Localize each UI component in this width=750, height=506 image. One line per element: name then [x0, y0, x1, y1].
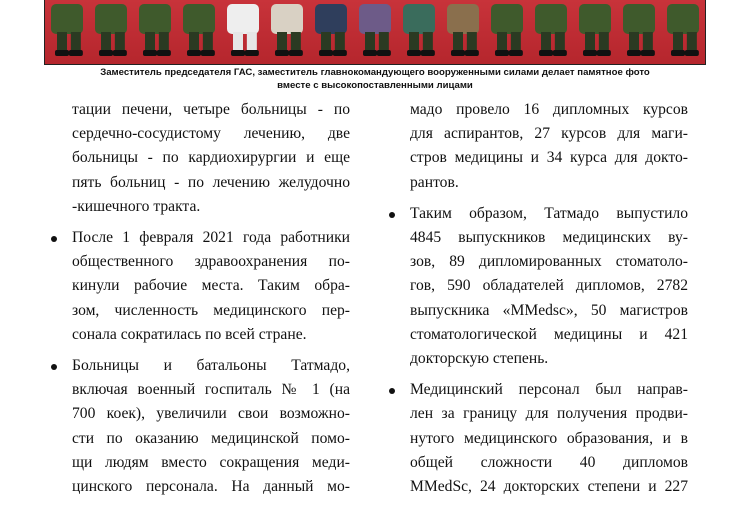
figure-leg: [321, 32, 331, 50]
figure-leg: [379, 32, 389, 50]
text-line: сердечно-сосудистому лечению, две: [72, 125, 350, 143]
caption-line-2: вместе с высокопоставленными лицами: [277, 79, 473, 91]
photo-caption: [30, 67, 720, 92]
text-line: MMedSc, 24 докторских степени и 227: [410, 478, 688, 496]
figure-shoe: [231, 50, 245, 56]
seated-figure: [139, 4, 171, 34]
text-line: сти по оказанию медицинской помо-: [72, 429, 350, 447]
text-line: больницы - по кардиохирургии и еще: [72, 149, 350, 167]
figure-leg: [541, 32, 551, 50]
figure-shoe: [69, 50, 83, 56]
text-line: 4845 выпускников медицинских ву-: [410, 229, 688, 247]
figure-leg: [57, 32, 67, 50]
figure-leg: [233, 32, 243, 50]
figure-shoe: [245, 50, 259, 56]
bullet-paragraph: [50, 354, 350, 499]
figure-shoe: [99, 50, 113, 56]
figure-leg: [409, 32, 419, 50]
text-line: гов, 590 обладателей дипломов, 2782: [410, 277, 688, 295]
text-line: Медицинский персонал был направ-: [410, 381, 688, 399]
figure-leg: [291, 32, 301, 50]
seated-figure: [535, 4, 567, 34]
seated-figure: [315, 4, 347, 34]
figure-leg: [687, 32, 697, 50]
figure-shoe: [319, 50, 333, 56]
caption-line-1: Заместитель председателя ГАС, заместитель главнокомандующего вооруженными силами делает памятное фото: [100, 67, 650, 78]
seated-figure: [359, 4, 391, 34]
seated-figure: [623, 4, 655, 34]
figure-shoe: [187, 50, 201, 56]
figure-leg: [673, 32, 683, 50]
figure-shoe: [495, 50, 509, 56]
text-line: цинского персонала. На данный мо-: [72, 478, 350, 496]
figure-leg: [511, 32, 521, 50]
bullet-dot-icon: [51, 364, 57, 370]
figure-leg: [497, 32, 507, 50]
paragraph-continuation: [72, 98, 350, 219]
seated-figure: [51, 4, 83, 34]
text-line: тации печени, четыре больницы - по: [72, 101, 350, 118]
bullet-dot-icon: [51, 236, 57, 242]
figure-leg: [585, 32, 595, 50]
left-column: [50, 98, 350, 506]
figure-shoe: [421, 50, 435, 56]
text-line: стров медицины и 34 курса для докто-: [410, 149, 688, 167]
seated-figure: [579, 4, 611, 34]
seated-figure: [227, 4, 259, 34]
text-line: стоматологической медицины и 421: [410, 325, 688, 343]
figure-shoe: [597, 50, 611, 56]
text-line: рантов.: [410, 173, 459, 191]
text-line: пять больниц - по лечению желудочно: [72, 173, 350, 191]
seated-figure: [491, 4, 523, 34]
figure-leg: [599, 32, 609, 50]
paragraph-continuation: [410, 98, 688, 195]
figure-shoe: [143, 50, 157, 56]
figure-leg: [203, 32, 213, 50]
figure-shoe: [333, 50, 347, 56]
figure-shoe: [275, 50, 289, 56]
figure-shoe: [671, 50, 685, 56]
figure-leg: [335, 32, 345, 50]
figure-shoe: [55, 50, 69, 56]
figure-leg: [643, 32, 653, 50]
figure-shoe: [113, 50, 127, 56]
figure-shoe: [627, 50, 641, 56]
text-line: Больницы и батальоны Татмадо,: [72, 357, 350, 375]
text-line: сонала сократилась по всей стране.: [72, 325, 307, 343]
figure-leg: [467, 32, 477, 50]
figure-shoe: [685, 50, 699, 56]
text-line: мадо провело 16 дипломных курсов: [410, 101, 688, 118]
text-line: зом, численность медицинского пер-: [72, 301, 350, 319]
figure-shoe: [539, 50, 553, 56]
group-photo: [44, 0, 706, 65]
text-line: нутого медицинского образования, и в: [410, 429, 688, 447]
figure-leg: [365, 32, 375, 50]
text-line: -кишечного тракта.: [72, 197, 201, 215]
figure-shoe: [377, 50, 391, 56]
figure-leg: [453, 32, 463, 50]
seated-figure: [403, 4, 435, 34]
group-photo-figures: [45, 0, 705, 64]
text-line: для аспирантов, 27 курсов для маги-: [410, 125, 688, 143]
text-line: 700 коек), увеличили свои возможно-: [72, 405, 350, 423]
bullet-dot-icon: [389, 388, 395, 394]
figure-leg: [101, 32, 111, 50]
bullet-paragraph: [50, 226, 350, 347]
figure-shoe: [553, 50, 567, 56]
figure-shoe: [363, 50, 377, 56]
figure-leg: [71, 32, 81, 50]
figure-shoe: [157, 50, 171, 56]
bullet-paragraph: [388, 202, 688, 371]
seated-figure: [271, 4, 303, 34]
figure-leg: [423, 32, 433, 50]
text-line: щи людям вместо сокращения меди-: [72, 453, 350, 471]
text-line: включая военный госпиталь № 1 (на: [72, 381, 350, 399]
figure-shoe: [465, 50, 479, 56]
figure-shoe: [407, 50, 421, 56]
figure-leg: [277, 32, 287, 50]
figure-leg: [189, 32, 199, 50]
seated-figure: [447, 4, 479, 34]
seated-figure: [667, 4, 699, 34]
figure-leg: [555, 32, 565, 50]
text-line: лен за границу для получения продви-: [410, 405, 688, 423]
figure-shoe: [451, 50, 465, 56]
seated-figure: [183, 4, 215, 34]
seated-figure: [95, 4, 127, 34]
figure-leg: [159, 32, 169, 50]
bullet-dot-icon: [389, 212, 395, 218]
text-line: выпускника «MMedsc», 50 магистров: [410, 301, 688, 319]
text-line: зов, 89 дипломированных стоматоло-: [410, 253, 688, 271]
figure-shoe: [641, 50, 655, 56]
figure-leg: [145, 32, 155, 50]
text-line: докторскую степень.: [410, 350, 549, 368]
text-line: общей сложности 40 дипломов: [410, 453, 688, 471]
figure-shoe: [201, 50, 215, 56]
text-line: Таким образом, Татмадо выпустило: [410, 204, 688, 222]
figure-leg: [629, 32, 639, 50]
right-column: [388, 98, 688, 506]
figure-shoe: [509, 50, 523, 56]
figure-shoe: [583, 50, 597, 56]
text-line: общественного здравоохранения по-: [72, 253, 350, 271]
bullet-paragraph: [388, 378, 688, 499]
figure-leg: [115, 32, 125, 50]
text-line: После 1 февраля 2021 года работники: [72, 229, 350, 247]
figure-shoe: [289, 50, 303, 56]
text-line: кинули рабочие места. Таким обра-: [72, 277, 350, 295]
figure-leg: [247, 32, 257, 50]
